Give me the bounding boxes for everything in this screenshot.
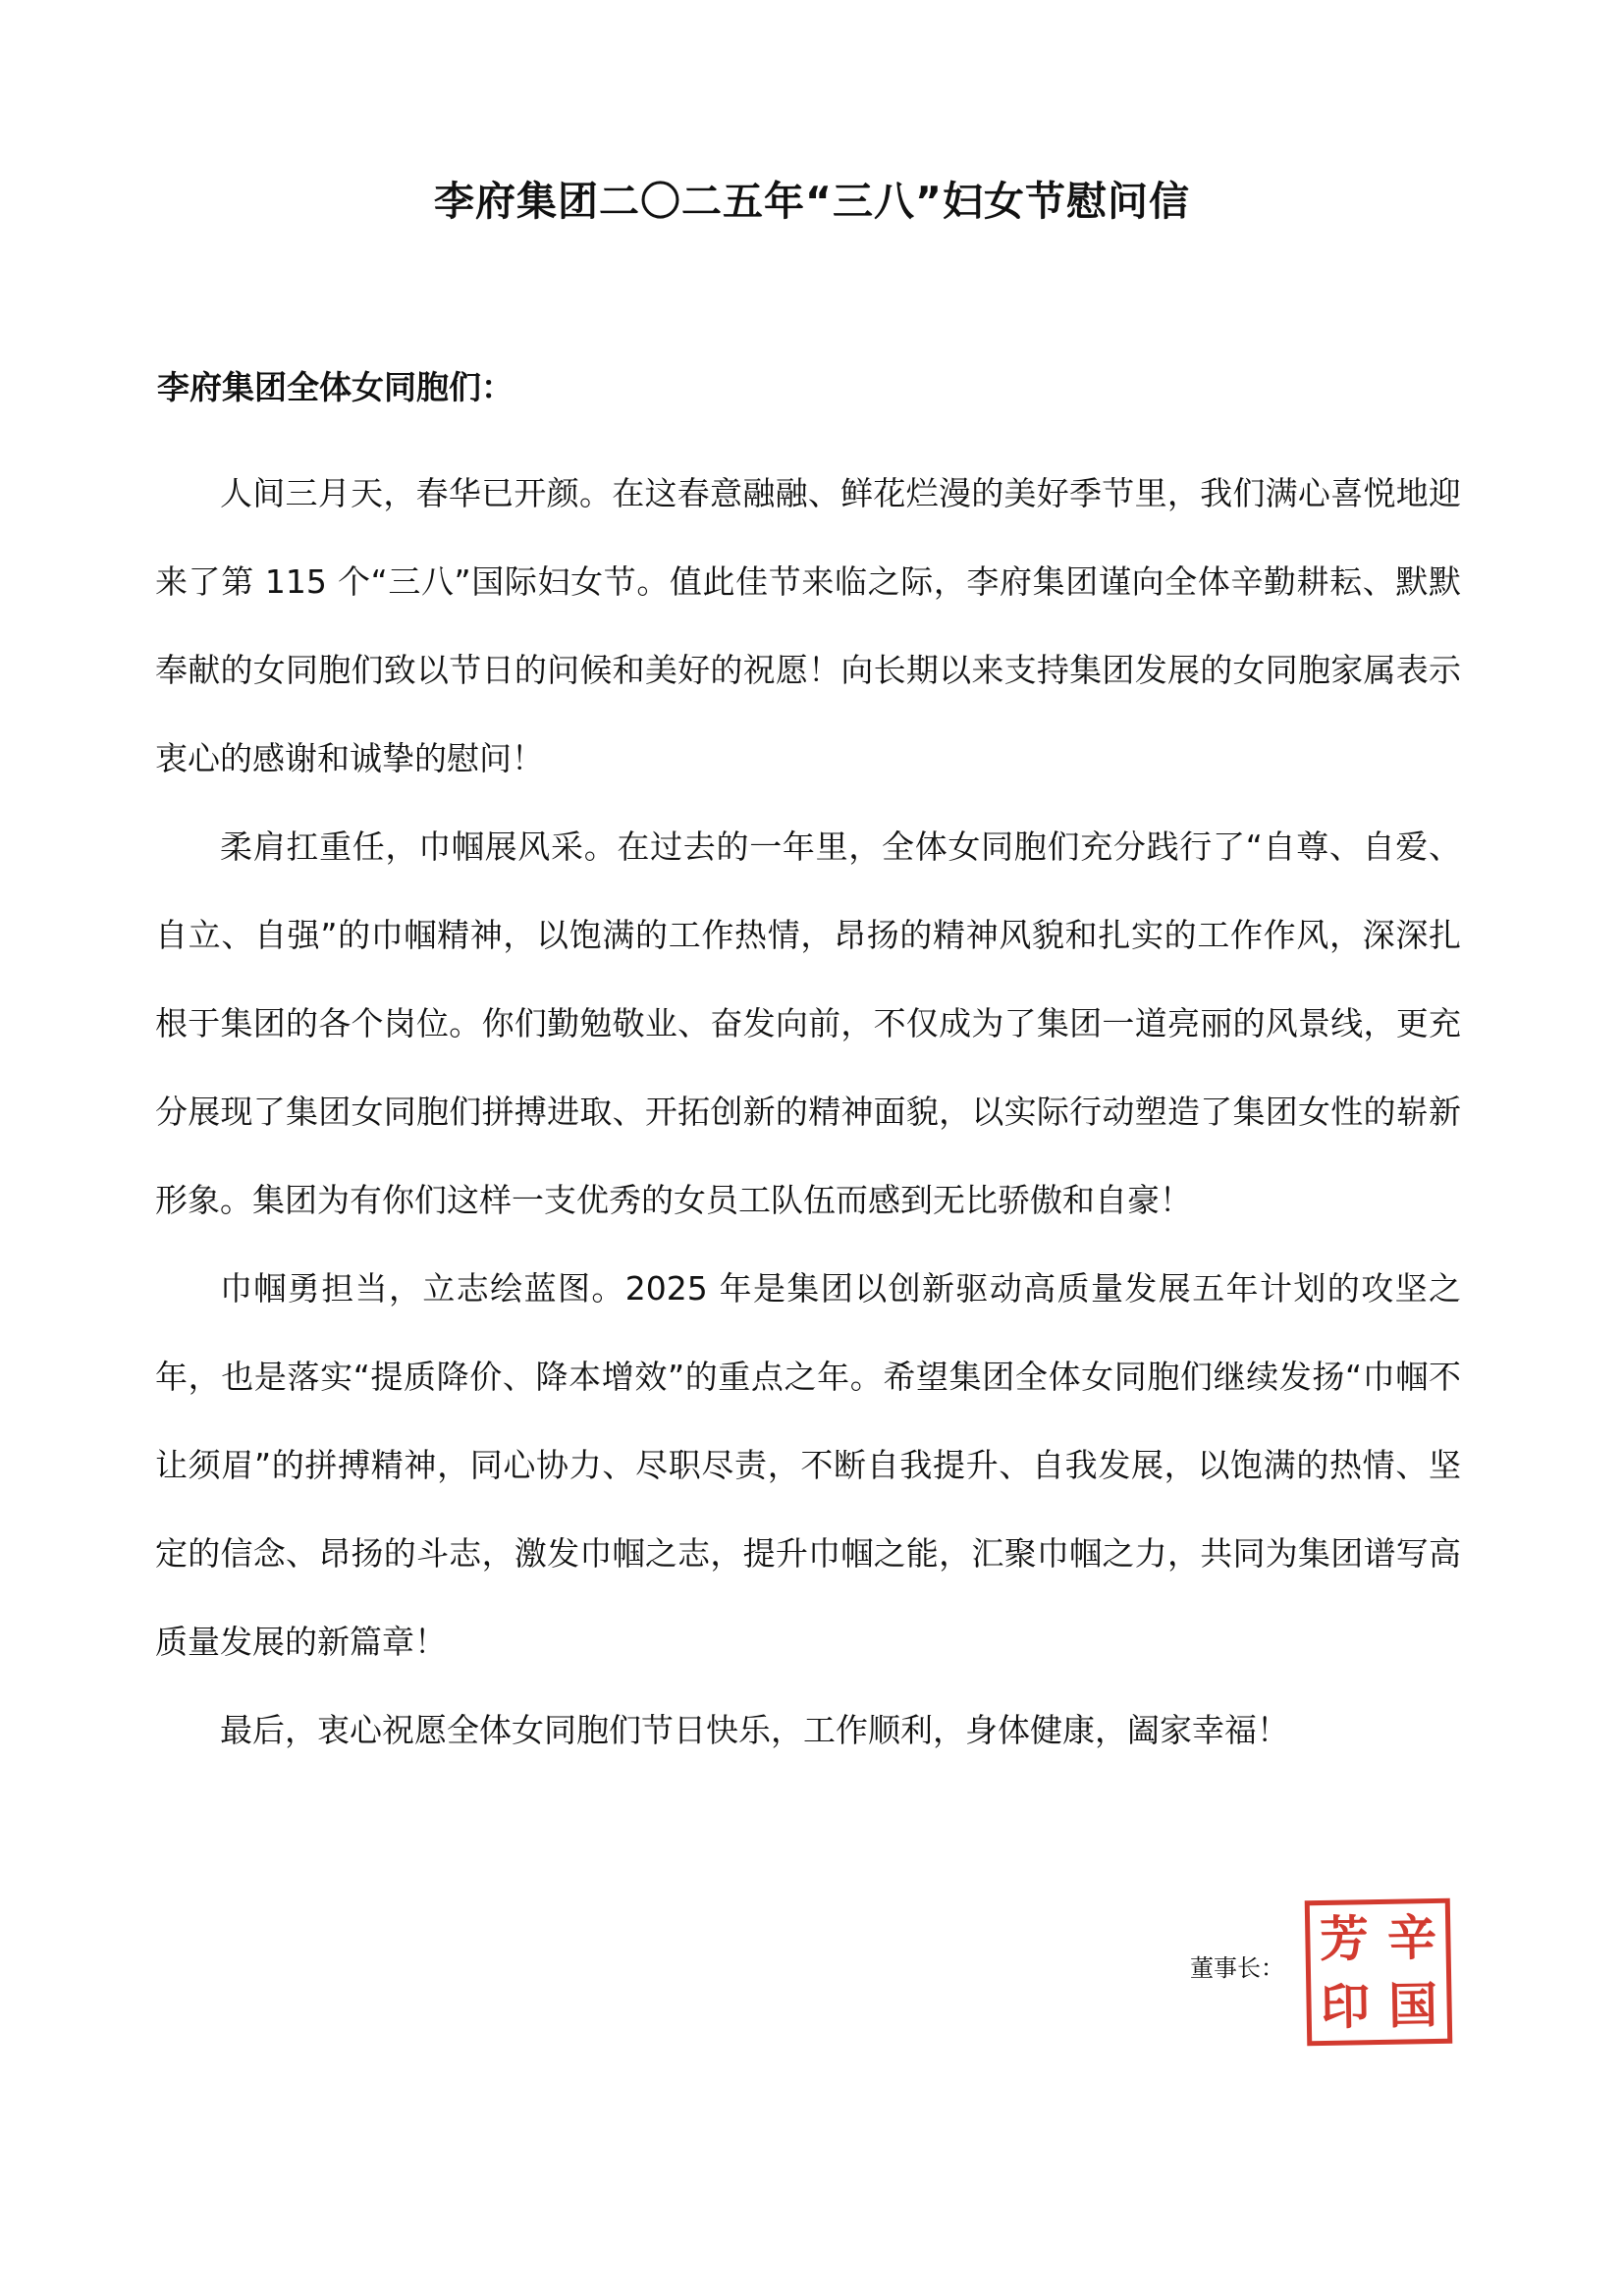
seal-char: 辛 [1386,1907,1437,1967]
paragraph: 人间三月天，春华已开颜。在这春意融融、鲜花烂漫的美好季节里，我们满心喜悦地迎来了第 115 个“三八”国际妇女节。值此佳节来临之际，李府集团谨向全体辛勤耕耘、默默奉献的女同胞们致以节日的问候和美好的祝愿！向长期以来支持集团发展的女同胞家属表示衷心的感谢和诚挚的慰问！ [155,474,1461,777]
salutation: 李府集团全体女同胞们： [157,368,514,406]
paragraph: 柔肩扛重任，巾帼展风采。在过去的一年里，全体女同胞们充分践行了“自尊、自爱、自立、自强”的巾帼精神，以饱满的工作热情，昂扬的精神风貌和扎实的工作作风，深深扎根于集团的各个岗位。你们勤勉敬业、奋发向前，不仅成为了集团一道亮丽的风景线，更充分展现了集团女同胞们拼搏进取、开拓创新的精神面貌，以实际行动塑造了集团女性的崭新形象。集团为有你们这样一支优秀的女员工队伍而感到无比骄傲和自豪！ [155,828,1461,1219]
paragraph: 最后，衷心祝愿全体女同胞们节日快乐，工作顺利，身体健康，阖家幸福！ [220,1711,1289,1749]
seal-char: 国 [1387,1975,1438,2035]
seal-char: 芳 [1319,1908,1370,1968]
letter-title: 李府集团二〇二五年“三八”妇女节慰问信 [434,178,1190,225]
paragraph: 巾帼勇担当，立志绘蓝图。2025 年是集团以创新驱动高质量发展五年计划的攻坚之年，也是落实“提质降价、降本增效”的重点之年。希望集团全体女同胞们继续发扬“巾帼不让须眉”的拼搏精神，同心协力、尽职尽责，不断自我提升、自我发展，以饱满的热情、坚定的信念、昂扬的斗志，激发巾帼之志，提升巾帼之能，汇聚巾帼之力，共同为集团谱写高质量发展的新篇章！ [155,1269,1461,1661]
seal-stamp [1305,1898,1453,2047]
seal-char: 印 [1320,1976,1371,2036]
signer-label: 董事长： [1190,1954,1284,1982]
letter-body [155,450,1461,1775]
